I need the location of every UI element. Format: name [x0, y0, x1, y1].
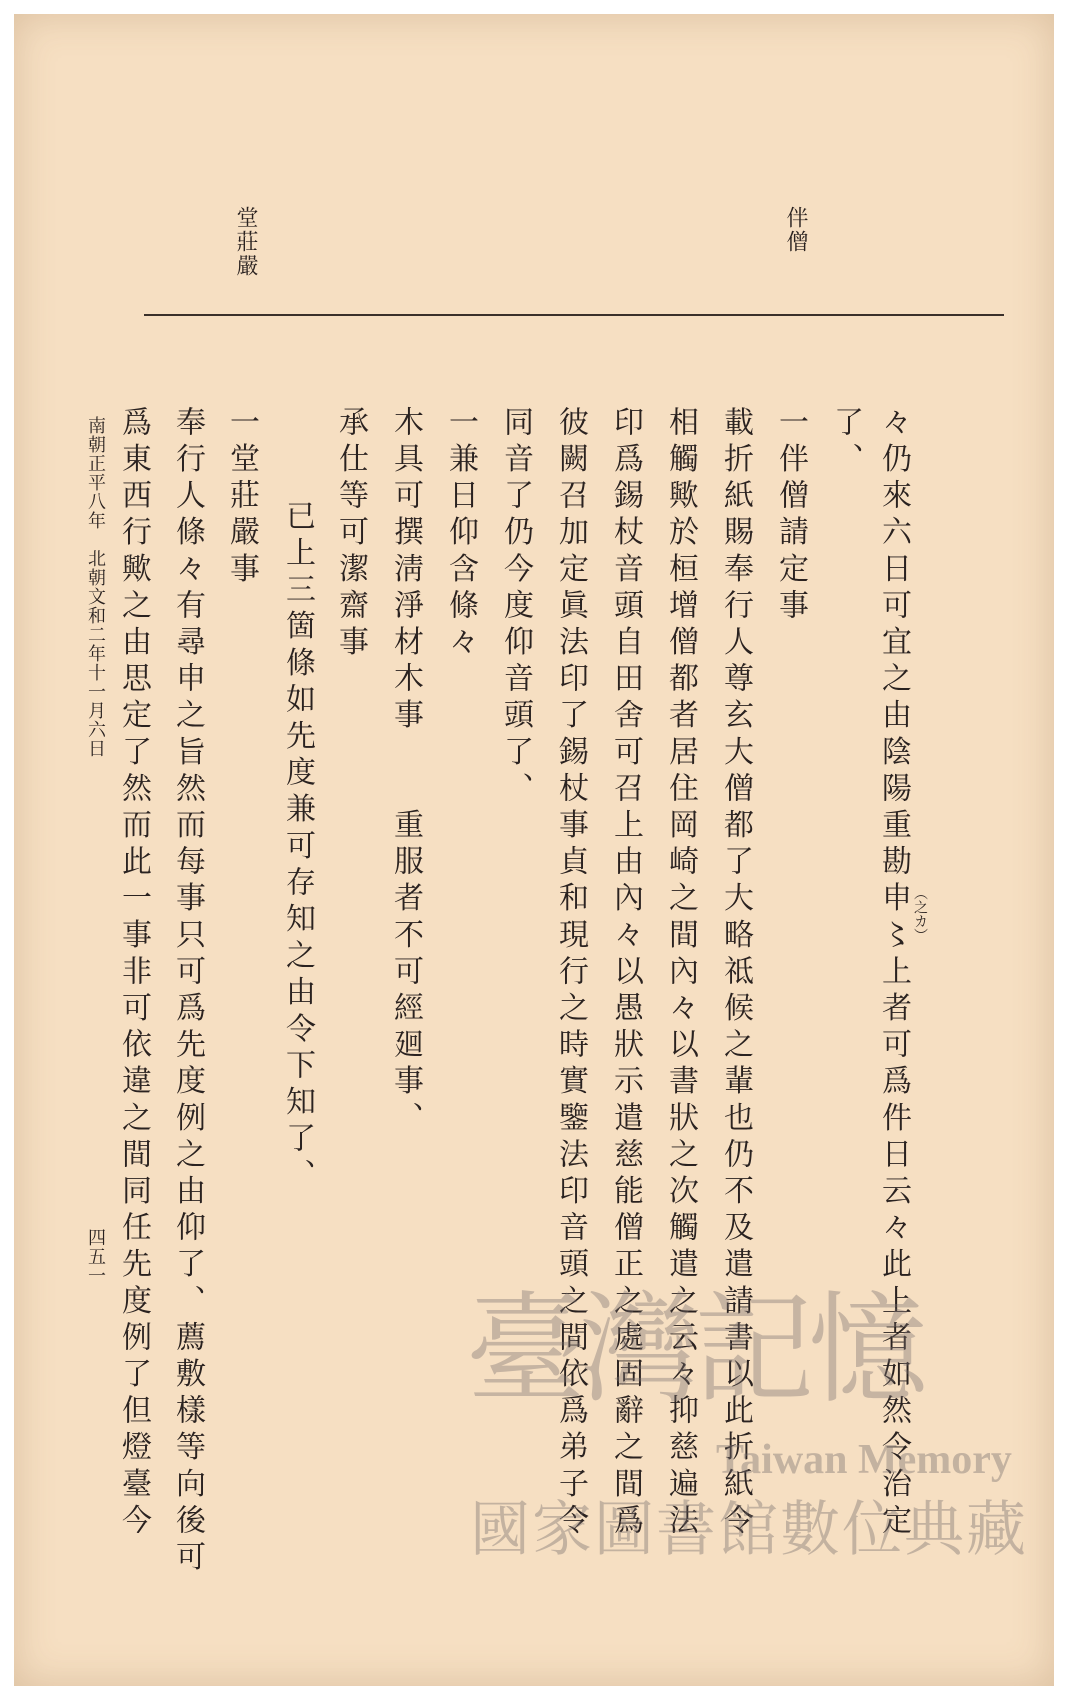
header-right: 伴僧: [783, 206, 808, 254]
text-column: 一堂莊嚴事: [224, 406, 259, 589]
text-column: 一伴僧請定事: [773, 406, 808, 626]
text-column: 木具可撰淸淨材木事 重服者不可經廻事、: [388, 406, 423, 1138]
text-column: 一兼日仰含條々: [443, 406, 478, 663]
text-column: 彼闕召加定眞法印了錫杖事貞和現行之時實鑒法印音頭之間依爲弟子令: [553, 406, 588, 1541]
header-rule: [144, 314, 1004, 316]
header-left: 堂莊嚴: [233, 206, 258, 278]
text-column: 相觸歟於桓增僧都者居住岡崎之間內々以書狀之次觸遣之云々抑慈遍法: [663, 406, 698, 1541]
watermark-script: 臺灣記憶: [466, 1281, 922, 1420]
text-column: 印爲錫杖音頭自田舍可召上由內々以愚狀示遣慈能僧正之處固辭之間爲: [608, 406, 643, 1541]
text-column: 同音了仍今度仰音頭了、: [498, 406, 533, 809]
watermark: [466, 1254, 1028, 1565]
text-column: 承仕等可潔齋事: [333, 406, 368, 663]
small-note: （之カ）: [912, 886, 928, 942]
page-number: 四五一: [85, 1228, 106, 1285]
text-column: 載折紙賜奉行人尊玄大僧都了大略祗候之輩也仍不及遣請書以此折紙令: [718, 406, 753, 1541]
text-column: 爲東西行歟之由思定了然而此一事非可依違之間同任先度例了但燈臺今: [116, 406, 151, 1541]
text-column: 奉行人條々有尋申之旨然而每事只可爲先度例之由仰了、薦敷樣等向後可: [170, 406, 205, 1578]
document-page: [14, 14, 1054, 1686]
watermark-latin: Taiwan Memory: [716, 1437, 1012, 1483]
text-column: 已上三箇條如先度兼可存知之由令下知了、: [280, 500, 315, 1196]
footer-date: 南朝正平八年 北朝文和二年十一月六日: [85, 416, 106, 758]
text-column: 々仍來六日可宜之由陰陽重勘申〻上者可爲件日云々此上者如然令治定: [876, 406, 911, 1541]
text-column: 了、: [828, 406, 863, 480]
watermark-chinese: 國家圖書館數位典藏: [470, 1495, 1028, 1565]
